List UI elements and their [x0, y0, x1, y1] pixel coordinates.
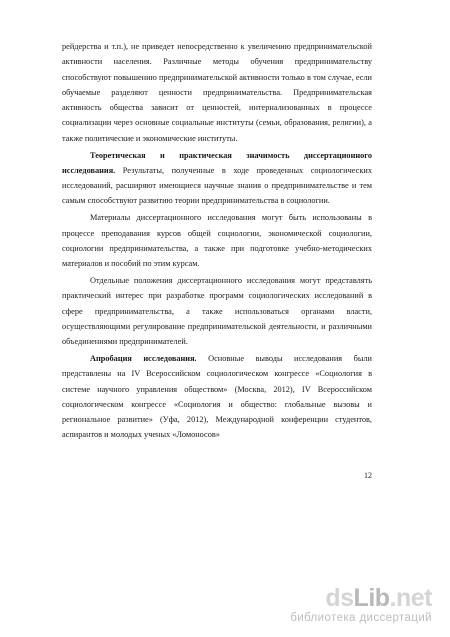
paragraph-approbation: [62, 351, 372, 443]
document-body: [62, 39, 372, 443]
approbation-body: Основные выводы исследования были представлены на IV Всероссийском социологическом конгрессе «Социология в системе научного управления обществом» (Москва, 2012), IV Всероссийском социологическом конгрессе «Социология и общество: глобальные вызовы и региональное развитие» (Уфа, 2012), Международной конференции студентов, аспирантов и молодых ученых «Ломоносов»: [62, 353, 372, 440]
watermark-logo: dsLib.net: [325, 584, 432, 612]
paragraph-practical: Отдельные положения диссертационного исследования могут представлять практический интерес при разработке программ социологических исследований в сфере предпринимательства, а также использоваться органами власти, осуществляющими регулирование предпринимательской деятельности, и различными объединениями предпринимателей.: [62, 275, 372, 347]
paragraph-intro: рейдерства и т.п.), не приведет непосредственно к увеличению предпринимательской активности населения. Различные методы обучения предпринимательству способствуют повышению предпринимательской активности только в том случае, если обучаемые разделяют ценности предпринимательства. Предпринимательская активность общества зависит от ценностей, интернализованных в процессе социализации через основные социальные институты (семьи, образования, религии), а также политические и экономические институты.: [62, 42, 372, 143]
watermark: [290, 586, 432, 624]
page-number: 12: [364, 471, 372, 480]
paragraph-materials: Материалы диссертационного исследования могут быть использованы в процессе преподавания курсов общей социологии, экономической социологии, социологии предпринимательства, а также при подготовке учебно-методических материалов и пособий по этим курсам.: [62, 213, 372, 269]
approbation-heading: Апробация исследования.: [90, 353, 197, 363]
paragraph-significance: [62, 148, 372, 209]
watermark-subtitle: библиотека диссертаций: [290, 612, 432, 624]
significance-body: Результаты, полученные в ходе проведенных социологических исследований, расширяют имеющиеся научные знания о предпринимательстве и тем самым способствуют развитию теории предпринимательства в социологии.: [62, 165, 372, 206]
significance-heading: Теоретическая и практическая значимость диссертационного исследования.: [62, 150, 372, 175]
